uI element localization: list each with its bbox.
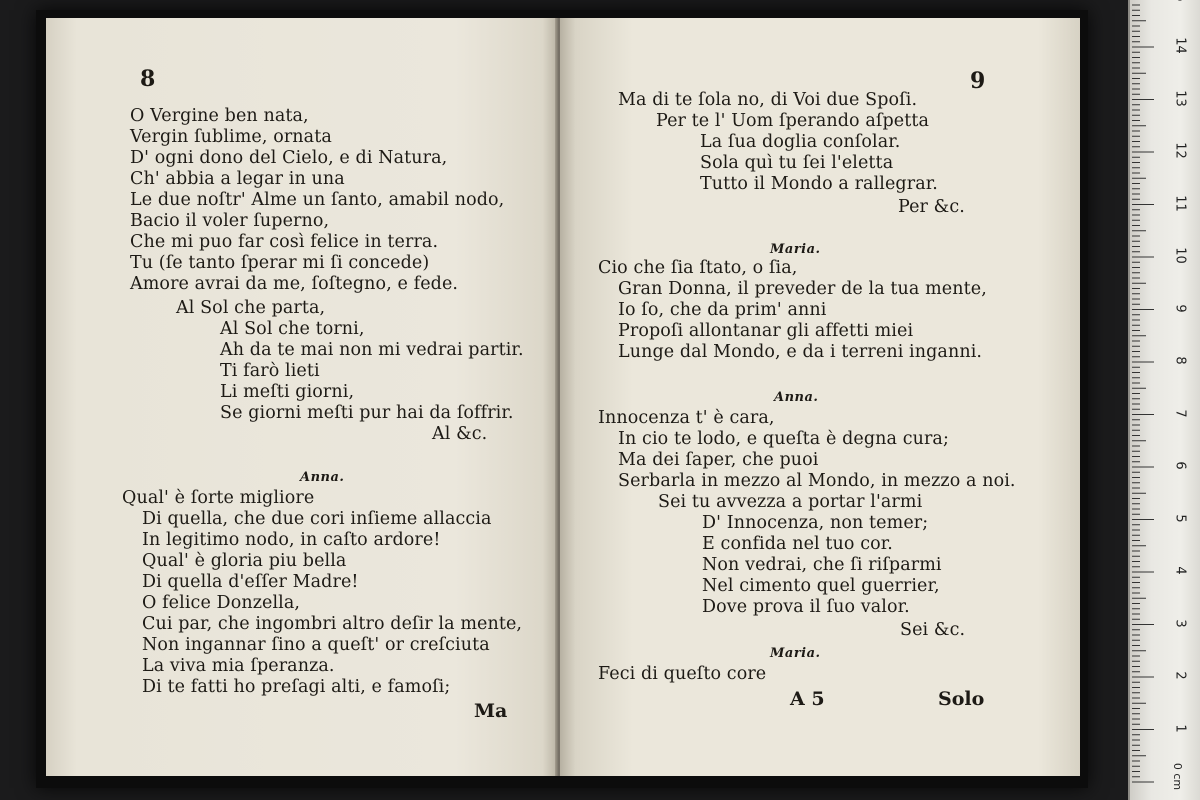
- verse-line: Sola quì tu ſei l'eletta: [700, 153, 894, 173]
- verse-line: Innocenza t' è cara,: [598, 408, 775, 428]
- aria-line: Sei tu avvezza a portar l'armi: [658, 492, 923, 512]
- aria-end: Al &c.: [432, 424, 488, 444]
- verse-line: Le due noſtr' Alme un ſanto, amabil nodo,: [130, 190, 505, 210]
- verse-line: Amore avrai da me, ſoſtegno, e fede.: [130, 274, 459, 294]
- aria-line: Nel cimento quel guerrier,: [702, 576, 940, 596]
- ruler-number: 5: [1172, 513, 1188, 523]
- ruler-number: 12: [1172, 142, 1188, 159]
- verse-line: Per te l' Uom ſperando aſpetta: [656, 111, 930, 131]
- ruler-number: 9: [1172, 303, 1188, 313]
- catchword: Solo: [938, 688, 985, 710]
- ruler-number: 10: [1172, 247, 1188, 264]
- verse-line: Gran Donna, il preveder de la tua mente,: [618, 279, 987, 299]
- measuring-ruler: [1128, 0, 1200, 800]
- verse-line: Di te fatti ho preſagi alti, e famoſi;: [142, 677, 451, 697]
- verse-line: Che mi puo far così felice in terra.: [130, 232, 439, 252]
- ruler-number: 7: [1172, 408, 1188, 418]
- verse-line: Di quella d'eſſer Madre!: [142, 572, 359, 592]
- aria-line: Se giorni meſti pur hai da ſoffrir.: [220, 403, 514, 423]
- ruler-number: 8: [1172, 356, 1188, 365]
- catchword: Ma: [474, 700, 508, 722]
- verse-line: Non ingannar ſino a queſt' or creſciuta: [142, 635, 490, 655]
- right-page-number: 9: [970, 68, 986, 94]
- ruler-number: 6: [1172, 461, 1188, 470]
- verse-line: Di quella, che due cori inſieme allaccia: [142, 509, 492, 529]
- verse-line: Cui par, che ingombri altro deſir la mente,: [142, 614, 523, 634]
- verse-end: Per &c.: [898, 197, 965, 217]
- speaker-label: Anna.: [300, 470, 345, 485]
- verse-line: Io ſo, che da prim' anni: [618, 300, 827, 320]
- verse-line: La ſua doglia conſolar.: [700, 132, 901, 152]
- aria-line: Ah da te mai non mi vedrai partir.: [220, 340, 524, 360]
- verse-line: In legitimo nodo, in caſto ardore!: [142, 530, 441, 550]
- verse-line: Tutto il Mondo a rallegrar.: [700, 174, 938, 194]
- verse-line: D' ogni dono del Cielo, e di Natura,: [130, 148, 448, 168]
- signature-mark: A 5: [790, 688, 825, 710]
- verse-line: La viva mia ſperanza.: [142, 656, 335, 676]
- verse-line: In cio te lodo, e queſta è degna cura;: [618, 429, 949, 449]
- left-page: [46, 18, 558, 776]
- ruler-number: 4: [1172, 566, 1188, 575]
- aria-line: D' Innocenza, non temer;: [702, 513, 929, 533]
- ruler-unit: 0 cm: [1171, 762, 1185, 791]
- ruler-number: 11: [1172, 194, 1188, 212]
- ruler-number: 13: [1172, 89, 1188, 107]
- speaker-label: Anna.: [774, 390, 819, 405]
- verse-line: Cio che ſia ſtato, o ſia,: [598, 258, 798, 278]
- speaker-label: Maria.: [770, 242, 821, 257]
- verse-line: Qual' è ſorte migliore: [122, 488, 315, 508]
- verse-line: Tu (ſe tanto ſperar mi ſi concede): [130, 253, 430, 273]
- verse-line: O Vergine ben nata,: [130, 106, 309, 126]
- verse-line: Serbarla in mezzo al Mondo, in mezzo a noi.: [618, 471, 1016, 491]
- aria-line: E confida nel tuo cor.: [702, 534, 893, 554]
- verse-line: Qual' è gloria piu bella: [142, 551, 347, 571]
- verse-line: Bacio il voler ſuperno,: [130, 211, 330, 231]
- aria-end: Sei &c.: [900, 620, 966, 640]
- ruler-number: 14: [1172, 37, 1188, 54]
- speaker-label: Maria.: [770, 646, 821, 661]
- verse-line: Vergin ſublime, ornata: [130, 127, 332, 147]
- verse-line: Lunge dal Mondo, e da i terreni inganni.: [618, 342, 983, 362]
- ruler-number: 2: [1172, 671, 1188, 680]
- right-page: [560, 18, 1080, 776]
- verse-line: Feci di queſto core: [598, 664, 767, 684]
- aria-line: Ti farò lieti: [220, 361, 320, 381]
- aria-line: Dove prova il ſuo valor.: [702, 597, 910, 617]
- aria-line: Al Sol che torni,: [220, 319, 365, 339]
- verse-line: Ma dei ſaper, che puoi: [618, 450, 819, 470]
- verse-line: Propoſi allontanar gli affetti miei: [618, 321, 914, 341]
- verse-line: Ch' abbia a legar in una: [130, 169, 345, 189]
- left-page-number: 8: [140, 66, 156, 92]
- aria-line: Non vedrai, che ſi riſparmi: [702, 555, 942, 575]
- ruler-number: [1173, 0, 1188, 3]
- ruler-ticks: [1130, 0, 1200, 800]
- aria-line: Al Sol che parta,: [176, 298, 326, 318]
- verse-line: O felice Donzella,: [142, 593, 301, 613]
- ruler-number: 1: [1172, 723, 1188, 733]
- ruler-number: 3: [1172, 618, 1188, 628]
- aria-line: Li meſti giorni,: [220, 382, 355, 402]
- verse-line: Ma di te ſola no, di Voi due Spoſi.: [618, 90, 918, 110]
